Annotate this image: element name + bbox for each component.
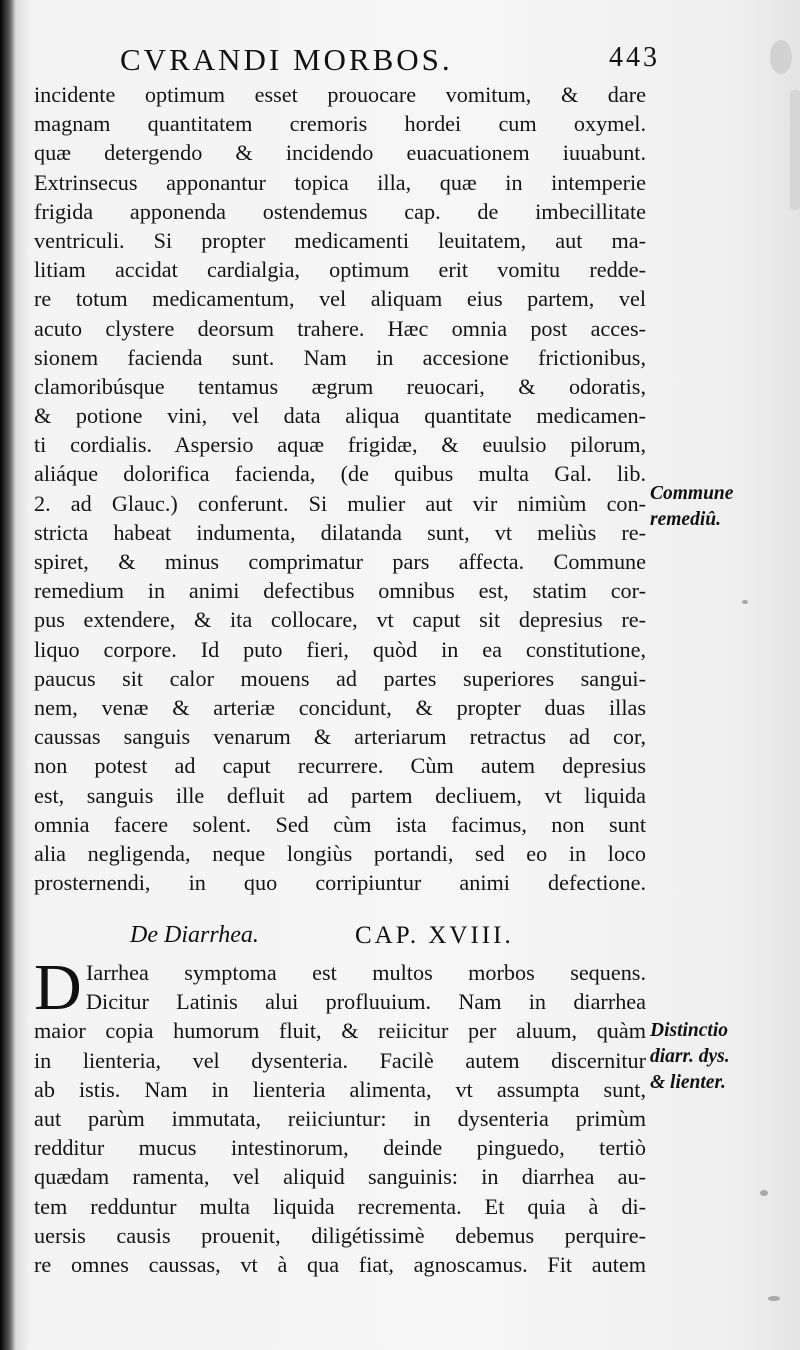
- text-line: sionem facienda sunt. Nam in accesione frictionibus,: [34, 344, 646, 370]
- text-line: nem, venæ & arteriæ concidunt, & propter duas illas: [34, 694, 646, 720]
- text-line: clamoribúsque tentamus ægrum reuocari, & odoratis,: [34, 373, 646, 399]
- paper-speck: [760, 1190, 768, 1196]
- margin-note-commune-remedium: [650, 481, 800, 533]
- margin-note-line: diarr. dys.: [650, 1046, 730, 1067]
- text-block-1: [34, 80, 646, 897]
- page-number: 443: [609, 42, 660, 73]
- text-line: remedium in animi defectibus omnibus est, statim cor-: [34, 578, 646, 604]
- text-line: omnia facere solent. Sed cùm ista facimus, non sunt: [34, 811, 646, 837]
- text-line: quædam ramenta, vel aliquid sanguinis: in diarrhea au-: [34, 1164, 646, 1190]
- text-line: & potione vini, vel data aliqua quantitate medicamen-: [34, 403, 646, 429]
- text-line: magnam quantitatem cremoris hordei cum oxymel.: [34, 111, 646, 137]
- chapter-topic: De Diarrhea.: [130, 922, 259, 948]
- paper-speck: [742, 600, 748, 604]
- text-line: aut parùm immutata, reiiciuntur: in dysenteria primùm: [34, 1105, 646, 1131]
- text-line: redditur mucus intestinorum, deinde pinguedo, tertiò: [34, 1135, 646, 1161]
- running-head-title: CVRANDI MORBOS.: [120, 42, 453, 77]
- text-line: ti cordialis. Aspersio aquæ frigidæ, & euulsio pilorum,: [34, 432, 646, 458]
- text-line: 2. ad Glauc.) conferunt. Si mulier aut vir nimiùm con-: [34, 490, 646, 516]
- text-line: Iarrhea symptoma est multos morbos sequens.: [86, 960, 646, 985]
- text-line: incidente optimum esset prouocare vomitum, & dare: [34, 82, 646, 107]
- chapter-heading: [130, 922, 560, 956]
- text-line: ab istis. Nam in lienteria alimenta, vt assumpta sunt,: [34, 1076, 646, 1102]
- text-line: non potest ad caput recurrere. Cùm autem depresius: [34, 753, 646, 779]
- text-line: re omnes caussas, vt à qua fiat, agnoscamus. Fit autem: [34, 1251, 646, 1277]
- text-line: litiam accidat cardialgia, optimum erit vomitu redde-: [34, 257, 646, 283]
- text-line: paucus sit calor mouens ad partes superiores sangui-: [34, 665, 646, 691]
- margin-note-line: remediû.: [650, 509, 721, 530]
- text-line: in lienteria, vel dysenteria. Facilè autem discernitur: [34, 1047, 646, 1073]
- text-line: acuto clystere deorsum trahere. Hæc omnia post acces-: [34, 315, 646, 341]
- margin-note-line: & lienter.: [650, 1072, 726, 1093]
- text-line: est, sanguis ille defluit ad partem decliuem, vt liquida: [34, 782, 646, 808]
- margin-note-distinctio: [650, 1018, 800, 1096]
- text-line: tem redduntur multa liquida recrementa. Et quia à di-: [34, 1193, 646, 1219]
- paper-speck: [768, 1296, 780, 1301]
- text-line: stricta habeat indumenta, dilatanda sunt, vt meliùs re-: [34, 519, 646, 545]
- text-line: quæ detergendo & incidendo euacuationem iuuabunt.: [34, 140, 646, 166]
- text-line: Extrinsecus apponantur topica illa, quæ in intemperie: [34, 169, 646, 195]
- text-block-2: [34, 951, 646, 1279]
- text-line: alia negligenda, neque longiùs portandi, sed eo in loco: [34, 840, 646, 866]
- text-line: liquo corpore. Id puto fieri, quòd in ea constitutione,: [34, 636, 646, 662]
- text-line: Dicitur Latinis alui profluuium. Nam in diarrhea: [86, 989, 646, 1015]
- text-line: aliáque dolorifica facienda, (de quibus multa Gal. lib.: [34, 461, 646, 487]
- text-line: maior copia humorum fluit, & reiicitur per aluum, quàm: [34, 1018, 646, 1044]
- chapter-number: CAP. XVIII.: [355, 922, 514, 949]
- text-line: pus extendere, & ita collocare, vt caput sit depresius re-: [34, 607, 646, 633]
- paper-speck: [790, 90, 800, 210]
- text-line: frigida apponenda ostendemus cap. de imbecillitate: [34, 198, 646, 224]
- text-line: uersis causis prouenit, diligétissimè debemus perquire-: [34, 1222, 646, 1248]
- binding-shadow: [0, 0, 16, 1350]
- text-line: caussas sanguis venarum & arteriarum retractus ad cor,: [34, 724, 646, 750]
- text-line: ventriculi. Si propter medicamenti leuitatem, aut ma-: [34, 227, 646, 253]
- text-line: spiret, & minus comprimatur pars affecta. Commune: [34, 549, 646, 574]
- text-line: prosternendi, in quo corripiuntur animi defectione.: [34, 870, 646, 896]
- text-line: re totum medicamentum, vel aliquam eius partem, vel: [34, 286, 646, 312]
- paper-speck: [770, 40, 792, 74]
- drop-cap-initial: D: [34, 951, 82, 1024]
- running-head: [120, 42, 660, 82]
- margin-note-line: Distinctio: [650, 1020, 729, 1041]
- margin-note-line: Commune: [650, 483, 734, 504]
